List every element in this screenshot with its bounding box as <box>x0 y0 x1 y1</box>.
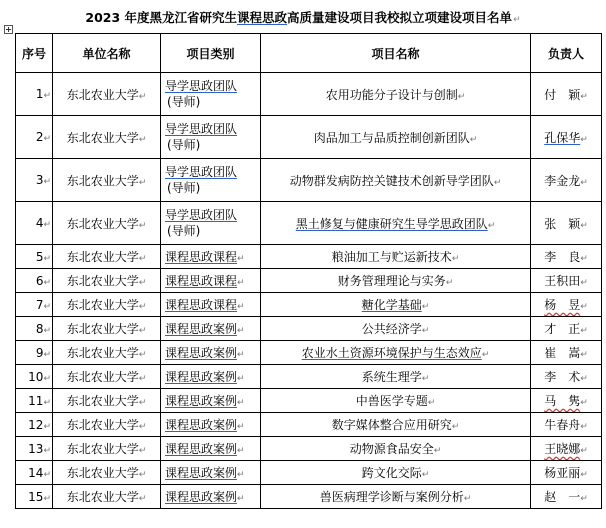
unit-text: 东北农业大学 <box>66 370 139 384</box>
cell-category <box>161 293 261 317</box>
cell-project-name <box>261 116 531 159</box>
paragraph-mark: ↵ <box>493 177 502 188</box>
cell-leader <box>531 116 602 159</box>
table-row <box>16 202 602 245</box>
table-row <box>16 485 602 509</box>
project-table <box>15 33 602 509</box>
paragraph-mark: ↵ <box>43 301 51 312</box>
unit-text: 东北农业大学 <box>66 173 139 188</box>
leader-text: 才 正 <box>544 322 581 336</box>
cell-leader <box>531 437 602 461</box>
paragraph-mark: ↵ <box>481 350 490 360</box>
cell-unit <box>53 317 161 341</box>
paragraph-mark: ↵ <box>237 398 245 408</box>
cell-category <box>161 341 261 365</box>
cell-project-name <box>261 365 531 389</box>
paragraph-mark: ↵ <box>43 253 51 264</box>
paragraph-mark: ↵ <box>138 494 147 504</box>
cell-project-name <box>261 159 531 202</box>
paragraph-mark: ↵ <box>237 278 245 288</box>
paragraph-mark: ↵ <box>43 134 51 144</box>
table-row <box>16 293 602 317</box>
cell-project-name <box>261 389 531 413</box>
unit-text: 东北农业大学 <box>66 322 139 336</box>
header-seq: 序号 <box>16 34 53 73</box>
cell-leader <box>531 202 602 245</box>
seq-text: 9 <box>35 345 44 360</box>
project-name-text: 糖化学基础 <box>361 298 422 312</box>
paragraph-mark: ↵ <box>43 325 51 336</box>
cell-seq <box>16 317 53 341</box>
paragraph-mark: ↵ <box>43 277 51 288</box>
cell-leader <box>531 341 602 365</box>
cell-leader <box>531 159 602 202</box>
project-name-text: 兽医病理学诊断与案例分析 <box>319 490 464 504</box>
category-text: 课程思政案例 <box>165 370 238 384</box>
leader-text: 崔 嵩 <box>544 346 581 360</box>
project-name-text: 动物源食品安全 <box>349 442 434 456</box>
paragraph-mark: ↵ <box>580 254 588 264</box>
paragraph-mark: ↵ <box>237 326 245 336</box>
cell-leader <box>531 245 602 269</box>
paragraph-mark: ↵ <box>580 326 588 336</box>
leader-text: 孔保华 <box>544 130 581 145</box>
table-body <box>16 73 602 509</box>
category-text: 课程思政案例 <box>165 442 238 456</box>
paragraph-mark: ↵ <box>580 374 588 384</box>
cell-unit <box>53 461 161 485</box>
cell-leader <box>531 293 602 317</box>
paragraph-mark: ↵ <box>580 134 588 145</box>
paragraph-mark: ↵ <box>43 91 51 101</box>
cell-unit <box>53 437 161 461</box>
cell-seq <box>16 437 53 461</box>
cell-unit <box>53 116 161 159</box>
paragraph-mark: ↵ <box>580 470 588 480</box>
project-name-text: 中兽医学专题 <box>355 394 428 408</box>
cell-unit <box>53 269 161 293</box>
paragraph-mark: ↵ <box>469 134 478 145</box>
category-text: 导学思政团队 <box>165 122 238 136</box>
cell-leader <box>531 365 602 389</box>
cell-seq <box>16 73 53 116</box>
cell-seq <box>16 461 53 485</box>
cell-project-name <box>261 269 531 293</box>
paragraph-mark: ↵ <box>43 373 51 384</box>
paragraph-mark: ↵ <box>138 220 147 231</box>
cell-category <box>161 413 261 437</box>
table-row <box>16 269 602 293</box>
cell-unit <box>53 73 161 116</box>
paragraph-mark: ↵ <box>421 374 430 384</box>
header-name: 项目名称 <box>261 34 531 73</box>
paragraph-mark: ↵ <box>445 278 454 288</box>
leader-text: 李 术 <box>544 370 581 384</box>
paragraph-mark: ↵ <box>43 220 51 230</box>
category-text: 导学思政团队 <box>165 208 238 222</box>
project-name-text: 公共经济学 <box>361 322 422 336</box>
cell-unit <box>53 365 161 389</box>
leader-text: 王积田 <box>544 274 581 288</box>
cell-project-name <box>261 485 531 509</box>
table-row <box>16 245 602 269</box>
table-row <box>16 73 602 116</box>
cell-project-name <box>261 245 531 269</box>
table-header-row <box>16 34 602 73</box>
leader-text: 赵 一 <box>544 490 581 504</box>
unit-text: 东北农业大学 <box>66 274 139 288</box>
category-text: 课程思政课程 <box>165 274 238 288</box>
paragraph-mark: ↵ <box>237 350 245 360</box>
paragraph-mark: ↵ <box>138 278 147 288</box>
cell-category <box>161 317 261 341</box>
project-name-text: 农用功能分子设计与创制 <box>325 87 458 102</box>
seq-text: 8 <box>35 321 44 336</box>
seq-text: 1 <box>35 87 44 101</box>
cell-leader <box>531 73 602 116</box>
cell-project-name <box>261 437 531 461</box>
cell-project-name <box>261 293 531 317</box>
table-row <box>16 437 602 461</box>
paragraph-mark: ↵ <box>451 254 460 264</box>
cell-leader <box>531 413 602 437</box>
cell-unit <box>53 159 161 202</box>
cell-unit <box>53 202 161 245</box>
unit-text: 东北农业大学 <box>66 298 139 312</box>
unit-text: 东北农业大学 <box>66 442 139 456</box>
paragraph-mark: ↵ <box>43 397 51 408</box>
paragraph-mark: ↵ <box>237 446 245 456</box>
table-row <box>16 317 602 341</box>
leader-text: 李金龙 <box>544 173 581 188</box>
cell-seq <box>16 269 53 293</box>
cell-unit <box>53 413 161 437</box>
table-row <box>16 461 602 485</box>
unit-text: 东北农业大学 <box>66 466 139 480</box>
paragraph-mark: ↵ <box>138 446 147 456</box>
project-name-text: 农业水土资源环境保护与生态效应 <box>301 346 482 360</box>
category-subtext: (导师) <box>167 224 201 238</box>
paragraph-mark: ↵ <box>433 446 442 456</box>
paragraph-mark: ↵ <box>138 134 147 145</box>
paragraph-mark: ↵ <box>43 421 51 432</box>
seq-text: 14 <box>28 465 44 480</box>
leader-text: 李 良 <box>544 250 581 264</box>
category-text: 课程思政课程 <box>165 250 238 264</box>
leader-text: 张 颖 <box>544 216 581 231</box>
cell-seq <box>16 293 53 317</box>
paragraph-mark: ↵ <box>237 254 245 264</box>
leader-text: 杨 昱 <box>544 298 581 312</box>
cell-leader <box>531 461 602 485</box>
cell-category <box>161 461 261 485</box>
leader-text: 马 隽 <box>544 394 581 408</box>
project-name-text: 财务管理理论与实务 <box>337 274 446 288</box>
project-name-text: 黑土修复与健康研究生导学思政团队 <box>295 216 488 231</box>
paragraph-mark: ↵ <box>43 493 51 504</box>
paragraph-mark: ↵ <box>580 177 588 188</box>
leader-text: 牛春舟 <box>544 418 581 432</box>
category-text: 导学思政团队 <box>165 79 238 93</box>
paragraph-mark: ↵ <box>138 91 147 102</box>
paragraph-mark: ↵ <box>237 302 245 312</box>
paragraph-mark: ↵ <box>138 326 147 336</box>
seq-text: 4 <box>35 216 44 230</box>
unit-text: 东北农业大学 <box>66 87 139 102</box>
cell-category <box>161 365 261 389</box>
cell-seq <box>16 245 53 269</box>
paragraph-mark: ↵ <box>237 494 245 504</box>
cell-seq <box>16 413 53 437</box>
document-title <box>0 8 606 26</box>
cell-leader <box>531 389 602 413</box>
unit-text: 东北农业大学 <box>66 490 139 504</box>
category-subtext: (导师) <box>167 95 201 109</box>
project-name-text: 粮油加工与贮运新技术 <box>331 250 452 264</box>
project-name-text: 系统生理学 <box>361 370 422 384</box>
cell-unit <box>53 245 161 269</box>
unit-text: 东北农业大学 <box>66 130 139 145</box>
cell-seq <box>16 365 53 389</box>
paragraph-mark: ↵ <box>138 302 147 312</box>
paragraph-mark: ↵ <box>138 422 147 432</box>
category-text: 课程思政案例 <box>165 322 238 336</box>
category-text: 课程思政案例 <box>165 490 238 504</box>
unit-text: 东北农业大学 <box>66 346 139 360</box>
paragraph-mark: ↵ <box>138 177 147 188</box>
unit-text: 东北农业大学 <box>66 216 139 231</box>
cell-seq <box>16 389 53 413</box>
paragraph-mark: ↵ <box>138 470 147 480</box>
leader-text: 付 颖 <box>544 87 581 102</box>
cell-unit <box>53 293 161 317</box>
cell-leader <box>531 269 602 293</box>
project-name-text: 数字媒体整合应用研究 <box>331 418 452 432</box>
paragraph-mark: ↵ <box>237 422 245 432</box>
category-text: 课程思政案例 <box>165 418 238 432</box>
header-leader: 负责人 <box>531 34 602 73</box>
paragraph-mark: ↵ <box>580 398 588 408</box>
seq-text: 11 <box>28 393 44 408</box>
cell-project-name <box>261 202 531 245</box>
paragraph-mark: ↵ <box>138 254 147 264</box>
paragraph-mark: ↵ <box>580 91 588 102</box>
table-move-handle-icon[interactable] <box>4 25 13 34</box>
cell-seq <box>16 485 53 509</box>
paragraph-mark: ↵ <box>487 220 496 231</box>
header-category: 项目类别 <box>161 34 261 73</box>
paragraph-mark: ↵ <box>421 470 430 480</box>
paragraph-mark: ↵ <box>43 445 51 456</box>
cell-unit <box>53 485 161 509</box>
cell-leader <box>531 317 602 341</box>
seq-text: 5 <box>35 249 44 264</box>
unit-text: 东北农业大学 <box>66 394 139 408</box>
cell-category <box>161 73 261 116</box>
project-name-text: 肉品加工与品质控制创新团队 <box>313 130 470 145</box>
title-part-1: 2023 年度黑龙江省研究生 <box>85 10 238 25</box>
cell-unit <box>53 341 161 365</box>
paragraph-mark: ↵ <box>513 15 521 25</box>
paragraph-mark: ↵ <box>451 422 460 432</box>
paragraph-mark: ↵ <box>580 350 588 360</box>
project-name-text: 跨文化交际 <box>361 466 422 480</box>
paragraph-mark: ↵ <box>580 302 588 312</box>
paragraph-mark: ↵ <box>138 374 147 384</box>
table-row <box>16 413 602 437</box>
seq-text: 10 <box>28 369 44 384</box>
cell-seq <box>16 159 53 202</box>
paragraph-mark: ↵ <box>138 350 147 360</box>
seq-text: 3 <box>35 173 44 187</box>
cell-category <box>161 202 261 245</box>
cell-category <box>161 389 261 413</box>
paragraph-mark: ↵ <box>421 302 430 312</box>
title-part-3: 高质量建设项目我校拟立项建设项目名单 <box>287 10 513 25</box>
cell-project-name <box>261 73 531 116</box>
paragraph-mark: ↵ <box>457 91 466 102</box>
cell-project-name <box>261 461 531 485</box>
category-subtext: (导师) <box>167 181 201 195</box>
table-row <box>16 341 602 365</box>
paragraph-mark: ↵ <box>43 469 51 480</box>
project-name-text: 动物群发病防控关键技术创新导学团队 <box>289 173 494 188</box>
title-part-2: 课程思政 <box>237 10 288 25</box>
category-text: 课程思政案例 <box>165 394 238 408</box>
table-row <box>16 365 602 389</box>
cell-category <box>161 437 261 461</box>
leader-text: 杨亚丽 <box>544 466 581 480</box>
seq-text: 15 <box>28 489 44 504</box>
paragraph-mark: ↵ <box>580 422 588 432</box>
cell-seq <box>16 116 53 159</box>
cell-project-name <box>261 317 531 341</box>
cell-project-name <box>261 341 531 365</box>
seq-text: 2 <box>35 130 44 144</box>
paragraph-mark: ↵ <box>463 494 472 504</box>
cell-project-name <box>261 413 531 437</box>
table-row <box>16 389 602 413</box>
paragraph-mark: ↵ <box>43 349 51 360</box>
table-row <box>16 159 602 202</box>
category-text: 课程思政案例 <box>165 466 238 480</box>
category-text: 导学思政团队 <box>165 165 238 179</box>
seq-text: 12 <box>28 417 44 432</box>
seq-text: 13 <box>28 441 44 456</box>
cell-unit <box>53 389 161 413</box>
category-text: 课程思政案例 <box>165 346 238 360</box>
paragraph-mark: ↵ <box>580 494 588 504</box>
seq-text: 7 <box>35 297 44 312</box>
paragraph-mark: ↵ <box>43 177 51 187</box>
header-unit: 单位名称 <box>53 34 161 73</box>
paragraph-mark: ↵ <box>237 470 245 480</box>
cell-category <box>161 245 261 269</box>
paragraph-mark: ↵ <box>580 446 588 456</box>
unit-text: 东北农业大学 <box>66 418 139 432</box>
cell-category <box>161 116 261 159</box>
category-text: 课程思政课程 <box>165 298 238 312</box>
unit-text: 东北农业大学 <box>66 250 139 264</box>
cell-seq <box>16 341 53 365</box>
paragraph-mark: ↵ <box>421 326 430 336</box>
paragraph-mark: ↵ <box>237 374 245 384</box>
category-subtext: (导师) <box>167 138 201 152</box>
cell-leader <box>531 485 602 509</box>
paragraph-mark: ↵ <box>427 398 436 408</box>
cell-category <box>161 269 261 293</box>
leader-text: 王晓娜 <box>544 442 581 456</box>
seq-text: 6 <box>35 273 44 288</box>
cell-seq <box>16 202 53 245</box>
table-row <box>16 116 602 159</box>
cell-category <box>161 485 261 509</box>
paragraph-mark: ↵ <box>580 278 588 288</box>
cell-category <box>161 159 261 202</box>
paragraph-mark: ↵ <box>138 398 147 408</box>
paragraph-mark: ↵ <box>580 220 588 231</box>
